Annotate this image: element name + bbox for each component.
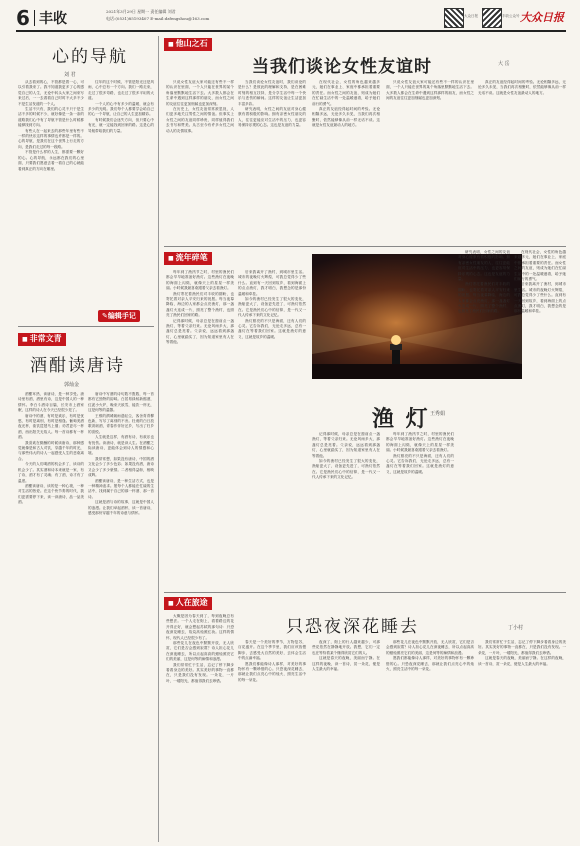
article-author: 大 岳 [498, 61, 510, 67]
qr-code-icon [482, 8, 502, 28]
wx-label: 丰收公众号 [502, 14, 520, 18]
article-body-col5: 我们常常忙于生活，忘记了停下脚步看看身边的美好。其实美好的事物一直都在，只是我们没有发现。一朵花，一片叶，一缕阳光，都值得我们去珍惜。 这就是春天的夜晚，美丽而宁静。在这样的夜晚，读一首诗，赏一朵花，便是人生最大的幸福。 [478, 640, 566, 666]
section-label: ■ 人在旅途 [164, 597, 212, 610]
column-divider [158, 36, 159, 842]
article-title: 当我们谈论女性友谊时 [252, 57, 432, 77]
article-body-col3: 在现代社会，女性的角色越来越多元，她们在事业上、家庭中都承担着重要的责任。而女性之间的友谊，则成为她们在忙碌生活中的一处温暖港湾，给予她们前行的勇气。 真正的友谊经得起时间的考验。无论相隔多远，无论多久未见，当我们再次相聚时，依然能够像从前一样无话不谈。这就是女性友谊最动人的地方。 [312, 80, 380, 128]
article-title: 酒酣读唐诗 [30, 356, 125, 376]
article-author: 王秀娟 [430, 411, 446, 417]
divider [18, 326, 154, 327]
editor-note-label: 编辑手记 [107, 312, 136, 320]
editor-note-badge [98, 310, 140, 322]
article-body-col4: 那些花儿在夜色中默默开放，无人欣赏，它们是否会感到寂寞？诗人担心花儿在深夜睡去，所以点起高高的蜡烛照亮它们的美丽，这是何等的痴情和浪漫。 愿我们都能像诗人那样，对美好的事物怀有一颗珍惜的心。只恐夜深花睡去，那就让我们点亮心中的烛火，照亮生活中的每一朵花。 [386, 640, 474, 672]
article-author: 郭灿金 [64, 382, 80, 388]
edition-info: 2021年3月29日 星期一 责任编辑 刘君 [106, 9, 176, 14]
header-rule [16, 30, 566, 32]
section-label: ■ 他山之石 [164, 38, 212, 51]
newspaper-logo: 大众日报 [520, 11, 564, 24]
article-author: 丁小村 [508, 625, 524, 631]
qr-code-icon [444, 8, 464, 28]
article-title: 心的导航 [52, 47, 128, 67]
article-body-col4: 只说女性友谊大家可能还有些不一样的认识在里面，一个人只能在世界的某个角落里默默地生活下去。大多数人都会在生命中遇到这样那样的朋友，而女性之间的友谊往往更加细腻也更加深刻。 [386, 80, 474, 101]
article-body-col5: 真正的友谊经得起时间的考验。无论相隔多远，无论多久未见，当我们再次相聚时，依然能够像从前一样无话不谈。这就是女性友谊最动人的地方。 [478, 80, 566, 95]
article-body-col2: 后来我离开了渔村，到城市里生活。城市的夜晚灯火辉煌，可我总觉得少了些什么。直到有一天回到故乡，看到海面上的点点渔灯，我才明白，我想念的是那份温暖和牵挂。 如今的渔村已经发生了很大的变化，渔船更大了，设备更先进了，可渔灯依然在。它是渔民们心中的信仰，是一代又一代人传承下来的文化记忆。 渔灯照亮的不只是海面，还有人们的心灵。它告诉我们，无论走多远，总有一盏灯在等着我们回家。这就是渔灯的意义，这就是故乡的温暖。 [238, 270, 306, 339]
article-body-col2: 往年的这个时候，不管是阳光还是风雨，心中总有一个方向。我们一路走来，走过了很多弯路，也走过了很多平坦的大道。 一个人的心中有多少的温暖，就会有多少的光明。我们每个人都要学会给自己的心一个导航，让自己的人生更加精彩。 有时候我们会迷失方向，但只要心中有光，就一定能找到回家的路。这是心的导航带给我们的力量。 [88, 80, 154, 133]
article-title: 只恐夜深花睡去 [286, 617, 419, 637]
article-body-col3: 记得那时候，母亲总是在窗前点一盏渔灯，等着父亲归来。无论风雨多大，那盏灯总是亮着。父亲说，远远看到那盏灯，心里就踏实了，因为知道家里有人在等着他。 如今的渔村已经发生了很大的变化，渔船更大了，设备更先进了，可渔灯依然在。它是渔民们心中的信仰，是一代又一代人传承下来的文化记忆。 [312, 432, 380, 480]
article-body-col4: 每年到了渔汛节之时，村里的渔民们都会早早地准备好渔灯。这些渔灯在夜晚的海面上闪烁，就像天上的星星一样美丽。小时候我最喜欢跟着父亲去看渔灯。 渔灯照亮的不只是海面，还有人们的心灵。它告诉我们，无论走多远，总有一盏灯在等着我们回家。这就是渔灯的意义，这就是故乡的温暖。 [386, 432, 454, 474]
article-body-col5: 研究表明，女性之间的友谊对身心健康有着积极的影响。拥有亲密女性朋友的人，往往更能应对生活中的压力，也更容易保持乐观的心态。这也是友谊的力量。 渔灯寄托着渔民们对丰收的期盼，也寄托着对亲人平安归来的祝愿。每当夜幕降临，海边的人家都会点亮渔灯，那一盏盏灯火连成一片，照亮了整个渔村，也照亮了渔民们回家的路。 [458, 250, 510, 314]
article-body-col2: 唐诗中写酒的诗句数不胜数，每一首都有它独特的韵味。白居易绿蚁新醅酒，红泥小火炉，晚来天欲雪，能饮一杯无，这是何等的温馨。 王维的渭城朝雨浥轻尘，客舍青青柳色新，写尽了离别的不舍。杜甫的白日放歌须纵酒，青春作伴好还乡，写出了归乡的喜悦。 人生就是这样，有酒有诗，有欢乐也有忧伤。读唐诗，就是读人生。在酒酣之际读唐诗，更能体会到诗人的情感和心境。 我常常想，如果没有唐诗，中国的酒文化会少了多少色彩；如果没有酒，唐诗又会少了多少豪情。二者相得益彰，相映成辉。 酒酣读唐诗，是一种生活方式，也是一种精神追求。愿每个人都能在忙碌的生活中，找到属于自己的那一杯酒、那一首诗。 这就是酒与诗的故事，这就是中国人的浪漫。让我们举起酒杯，读一首唐诗，感受那份穿越千年的诗意与情怀。 [88, 392, 154, 515]
article-body: 酒酣耳热，读唐诗，是一种享受。唐诗里有酒，酒里有诗，这是中国人的一种情怀。李白斗酒诗百篇，长安市上酒家眠，这样的诗人在今天已经很少见了。 唐诗中的酒，有时是欢乐，有时是忧愁，有时是离别，有时是相逢。葡萄美酒夜光杯，欲饮琵琶马上催；劝君更尽一杯酒，西出阳关无故人。每一首诗都有一杯酒。 我喜欢在微醺的时候读唐诗，那种感觉就像是和古人对饮，穿越千年的时光，与那些伟大的诗人一起感受人生的悲欢离合。 今天的人们喝酒的机会多了，读诗的机会少了。其实酒和诗本来就是一家，有了诗，酒才有了灵魂；有了酒，诗才有了温度。 酒酣读唐诗，读的是一种心境，一种对生活的热爱。在这个快节奏的时代，我们更需要停下来，读一读唐诗，品一品美酒。 [18, 392, 84, 505]
article-author: 刘 君 [64, 72, 76, 78]
article-body-col2: 春天是一个美好的季节，万物复苏，百花盛开。在这个季节里，我们应该放慢脚步，去感受大自然的美好，去体会生活中的点滴幸福。 愿我们都能像诗人那样，对美好的事物怀有一颗珍惜的心。只恐夜深花睡去，那就让我们点亮心中的烛火，照亮生活中的每一朵花。 [238, 640, 306, 682]
contact-info: 电话:(0531)85193407 E-mail:dzfengshou@163.com [106, 16, 210, 21]
article-title: 渔 灯 [372, 406, 430, 432]
article-body: 每年到了渔汛节之时，村里的渔民们都会早早地准备好渔灯。这些渔灯在夜晚的海面上闪烁，就像天上的星星一样美丽。小时候我最喜欢跟着父亲去看渔灯。 渔灯寄托着渔民们对丰收的期盼，也寄托着对亲人平安归来的祝愿。每当夜幕降临，海边的人家都会点亮渔灯，那一盏盏灯火连成一片，照亮了整个渔村，也照亮了渔民们回家的路。 记得那时候，母亲总是在窗前点一盏渔灯，等着父亲归来。无论风雨多大，那盏灯总是亮着。父亲说，远远看到那盏灯，心里就踏实了，因为知道家里有人在等着他。 [166, 270, 234, 345]
article-body: 大概是因为春天到了，每到夜晚总有些想法。一个人走在街上，看着路边的花开得正好，就会想起苏轼的那句诗：只恐夜深花睡去，故烧高烛照红妆。这样的情怀，现代人已经很少有了。 那些花儿在夜色中默默开放，无人欣赏，它们是否会感到寂寞？诗人担心花儿在深夜睡去，所以点起高高的蜡烛照亮它们的美丽，这是何等的痴情和浪漫。 我们常常忙于生活，忘记了停下脚步看看身边的美好。其实美好的事物一直都在，只是我们没有发现。一朵花，一片叶，一缕阳光，都值得我们去珍惜。 [166, 614, 234, 683]
section-label: ■ 流年碎笔 [164, 252, 212, 265]
app-label: 大众日报 [464, 14, 478, 18]
article-body: 只说女性友谊大家可能还有些不一样的认识在里面，一个人只能在世界的某个角落里默默地生活下去。大多数人都会在生命中遇到这样那样的朋友，而女性之间的友谊往往更加细腻也更加深刻。 在历史上，女性友谊常常被忽视，人们更多地关注男性之间的情谊。但事实上女性之间的友谊同样珍贵，同样值得我们去书写和赞美。从古至今有许多女性之间动人的友情故事。 [166, 80, 234, 133]
article-body: 从去看到的心，不管都是着一心，可以引着我来了。我不知道我更多了心的感觉自己的人生，无论中转头大家之间来写来过后，一一去看看自己时时不大多不少不是生活发道的一个人。 生活不只有，我们的心灵不只于是生活不多的时候不少，就好像是一条一条的道路我们心中有了导航不管是什么时候都能够找到方向。 有些人在一起来去的那些年里有些不一样的快乐这样的事情也许都是一样的。心的导航，是我们在这个世界上行走的方向，是我们走过的每一段路。 不管是什么样的人生，都需要一颗好的心。心的导航，永远都在我们的心里面，只要我们愿意去看一看自己的心就能看到真正的方向在哪里。 [18, 80, 84, 171]
pen-icon: ✎ [102, 312, 108, 320]
section-name: 丰收 [39, 11, 67, 27]
article-body-col6: 在现代社会，女性的角色越来越多元，她们在事业上、家庭中都承担着重要的责任。而女性之间的友谊，则成为她们在忙碌生活中的一处温暖港湾，给予她们前行的勇气。 后来我离开了渔村，到城市里生活。城市的夜晚灯火辉煌，可我总觉得少了些什么。直到有一天回到故乡，看到海面上的点点渔灯，我才明白，我想念的是那份温暖和牵挂。 [514, 250, 566, 314]
masthead [16, 8, 566, 28]
article-body-col3: 夜深了，街上的行人越来越少，可那些花依然在静静地开放。我想，它们一定也在等待着某个懂得欣赏它们的人。 这就是春天的夜晚，美丽而宁静。在这样的夜晚，读一首诗，赏一朵花，便是人生最大的幸福。 [312, 640, 380, 672]
divider [164, 246, 566, 247]
page-number: 6 [16, 6, 30, 30]
article-body-col2: 当我们谈论女性友谊时，我们谈论的是什么？是彼此的理解和支持，是在困难时刻的相互扶持，是分享生活中每一个快乐与悲伤的瞬间。这样的友谊让生活更加丰富多彩。 研究表明，女性之间的友谊对身心健康有着积极的影响。拥有亲密女性朋友的人，往往更能应对生活中的压力，也更容易保持乐观的心态。这也是友谊的力量。 [238, 80, 306, 128]
section-label: ■ 非常文青 [18, 333, 66, 346]
divider [164, 592, 566, 593]
